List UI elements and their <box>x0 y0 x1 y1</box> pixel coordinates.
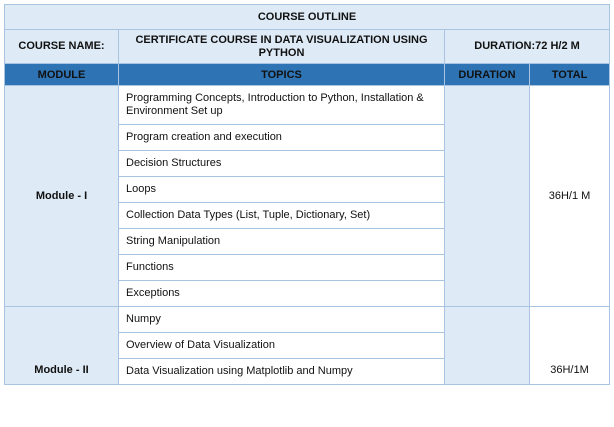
duration-cell <box>445 307 530 385</box>
table-header-row <box>5 64 610 86</box>
table-row <box>5 86 610 125</box>
topic-cell: Functions <box>119 255 445 281</box>
course-name-label: COURSE NAME: <box>5 30 119 64</box>
page-title: COURSE OUTLINE <box>5 5 610 30</box>
topic-cell: Loops <box>119 177 445 203</box>
table-row <box>5 307 610 333</box>
header-duration: DURATION <box>445 64 530 86</box>
topic-cell: Numpy <box>119 307 445 333</box>
title-row <box>5 5 610 30</box>
duration-summary: DURATION:72 H/2 M <box>445 30 610 64</box>
header-module: MODULE <box>5 64 119 86</box>
topic-cell: Program creation and execution <box>119 125 445 151</box>
topic-cell: Collection Data Types (List, Tuple, Dictionary, Set) <box>119 203 445 229</box>
topic-cell: Decision Structures <box>119 151 445 177</box>
course-outline-table <box>4 4 610 385</box>
duration-cell <box>445 86 530 307</box>
topic-cell: String Manipulation <box>119 229 445 255</box>
header-topics: TOPICS <box>119 64 445 86</box>
course-name: CERTIFICATE COURSE IN DATA VISUALIZATION USING PYTHON <box>119 30 445 64</box>
total-cell: 36H/1 M <box>530 86 610 307</box>
module-name: Module - I <box>5 86 119 307</box>
topic-cell: Data Visualization using Matplotlib and Numpy <box>119 359 445 385</box>
module-name: Module - II <box>5 307 119 385</box>
total-cell: 36H/1M <box>530 307 610 385</box>
topic-cell: Programming Concepts, Introduction to Python, Installation & Environment Set up <box>119 86 445 125</box>
topic-cell: Exceptions <box>119 281 445 307</box>
topic-cell: Overview of Data Visualization <box>119 333 445 359</box>
header-total: TOTAL <box>530 64 610 86</box>
course-info-row <box>5 30 610 64</box>
